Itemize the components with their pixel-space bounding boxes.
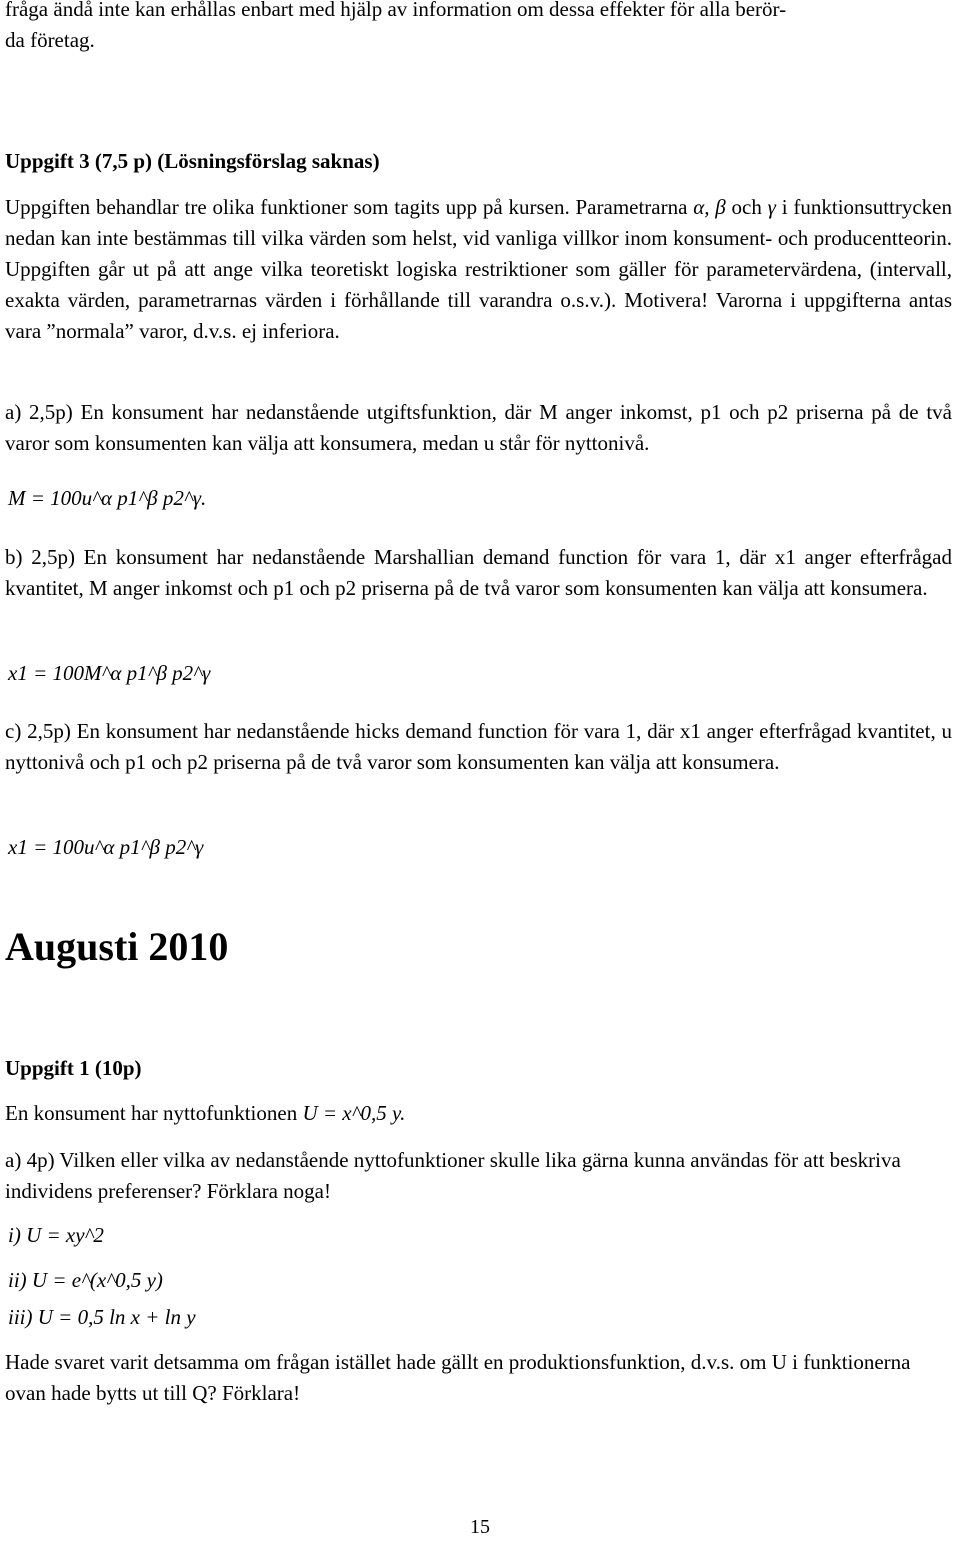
uppgift1-part-a: a) 4p) Vilken eller vilka av nedanstående nyttofunktioner skulle lika gärna kunna användas för att beskriva individens preferenser? Förklara noga! [5,1148,901,1203]
uppgift1-intro [5,1098,952,1129]
greek-gamma: γ [767,195,776,219]
part-b-text: b) 2,5p) En konsument har nedanstående Marshallian demand function för vara 1, där x1 anger efterfrågad kvantitet, M anger inkomst och p1 och p2 priserna på de två varor som konsumenten kan välja att konsumera. [5,545,952,600]
uppgift1-intro-text: En konsument har nyttofunktionen [5,1101,303,1125]
part-c-equation-text: x1 = 100u^α p1^β p2^γ [8,835,204,859]
uppgift1-closing: Hade svaret varit detsamma om frågan istället hade gällt en produktionsfunktion, d.v.s. om U i funktionerna ovan hade bytts ut till Q? Förklara! [5,1350,911,1405]
uppgift1-heading: Uppgift 1 (10p) [5,1056,142,1080]
greek-alpha-beta: α, β [693,195,726,219]
part-a-text: a) 2,5p) En konsument har nedanstående utgiftsfunktion, där M anger inkomst, p1 och p2 priserna på de två varor som konsumenten kan välja att konsumera, medan u står för nyttonivå. [5,400,952,455]
page-number: 15 [470,1516,490,1538]
part-a-equation-text: M = 100u^α p1^β p2^γ. [8,486,207,510]
option-i: i) U = xy^2 [8,1223,104,1247]
part-c-equation [8,832,952,863]
continuation-line-1: fråga ändå inte kan erhållas enbart med hjälp av information om dessa effekter för alla berör- [5,0,787,21]
continuation-line-2: da företag. [5,28,95,52]
uppgift1-intro-equation: U = x^0,5 y. [302,1101,406,1125]
part-b-equation [8,658,952,689]
section-title: Augusti 2010 [5,924,229,969]
continuation-paragraph [5,0,952,56]
uppgift3-intro [5,192,952,347]
option-ii: ii) U = e^(x^0,5 y) [8,1268,163,1292]
uppgift3-intro-a: Uppgiften behandlar tre olika funktioner som tagits upp på kursen. Parametrarna [5,195,694,219]
part-c-text: c) 2,5p) En konsument har nedanstående hicks demand function för vara 1, där x1 anger efterfrågad kvantitet, u nyttonivå och p1 och p2 priserna på de två varor som konsumenten kan välja att konsumera. [5,719,952,774]
uppgift3-intro-b: i funktionsuttrycken nedan kan inte bestämmas till vilka värden som helst, vid vanliga villkor inom konsument- och producentteorin. Uppgiften går ut på att ange vilka teoretiskt logiska restriktioner som gäller för parametervärdena, (intervall, exakta värden, parametrarnas värden i förhållande till varandra o.s.v.). Motivera! Varorna i uppgifterna antas vara ”normala” varor, d.v.s. ej inferiora. [5,195,953,343]
part-a-equation [8,483,952,514]
uppgift3-heading: Uppgift 3 (7,5 p) (Lösningsförslag saknas) [5,149,380,173]
part-b-equation-text: x1 = 100M^α p1^β p2^γ [8,661,211,685]
option-iii: iii) U = 0,5 ln x + ln y [8,1305,196,1329]
och-word: och [725,195,768,219]
